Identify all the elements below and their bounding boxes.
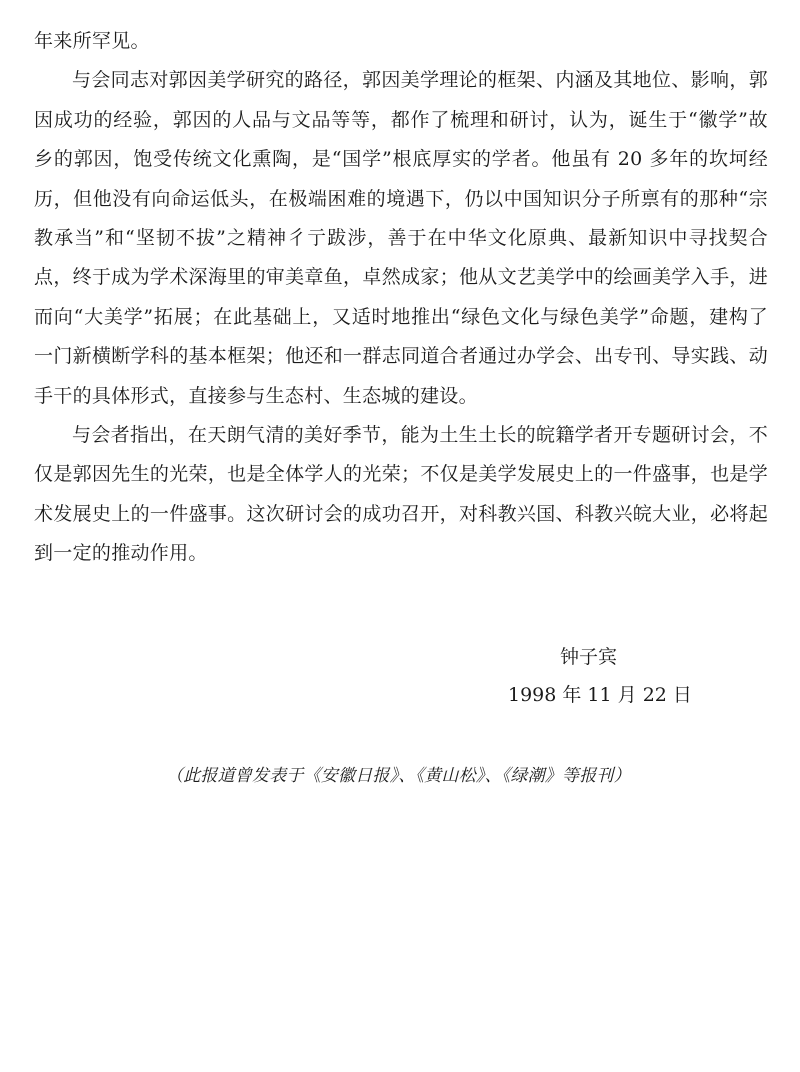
author-signature: 钟子宾 [560, 646, 618, 668]
publication-note: （此报道曾发表于《安徽日报》、《黄山松》、《绿潮》等报刊） [166, 766, 631, 786]
paragraph-discussion: 与会同志对郭因美学研究的路径，郭因美学理论的框架、内涵及其地位、影响，郭因成功的经验，郭因的人品与文品等等，都作了梳理和研讨，认为，诞生于“徽学”故乡的郭因，饱受传统文化熏陶，是“国学”根底厚实的学者。他虽有 20 多年的坎坷经历，但他没有向命运低头，在极端困难的境遇下，仍以中国知识分子所禀有的那种“宗教承当”和“坚韧不拔”之精神彳亍跋涉，善于在中华文化原典、最新知识中寻找契合点，终于成为学术深海里的审美章鱼，卓然成家；他从文艺美学中的绘画美学入手，进而向“大美学”拓展；在此基础上，又适时地推出“绿色文化与绿色美学”命题，建构了一门新横断学科的基本框架；他还和一群志同道合者通过办学会、出专刊、导实践、动手干的具体形式，直接参与生态村、生态城的建设。 [34, 69, 768, 407]
paragraph-conclusion: 与会者指出，在天朗气清的美好季节，能为土生土长的皖籍学者开专题研讨会，不仅是郭因先生的光荣，也是全体学人的光荣；不仅是美学发展史上的一件盛事，也是学术发展史上的一件盛事。这次研讨会的成功召开，对科教兴国、科教兴皖大业，必将起到一定的推动作用。 [34, 424, 768, 565]
signature-date: 1998 年 11 月 22 日 [508, 684, 692, 706]
article-body [34, 22, 768, 574]
paragraph-continuation: 年来所罕见。 [34, 30, 150, 52]
